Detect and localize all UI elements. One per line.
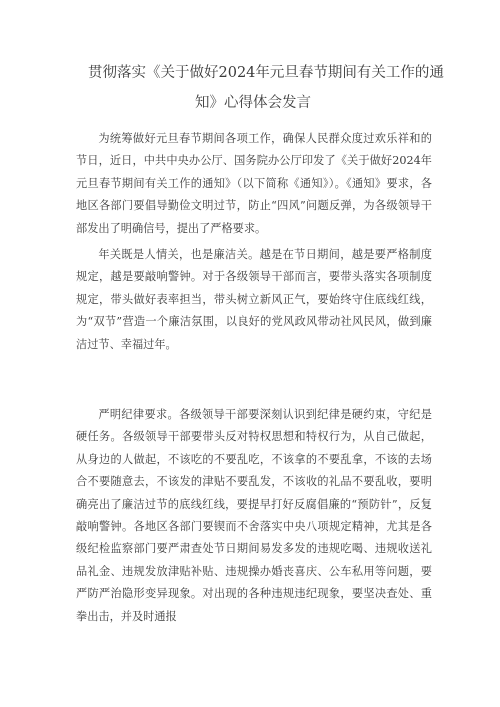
paragraph: 年关既是人情关，也是廉洁关。越是在节日期间，越是要严格制度规定，越是要敲响警钟。对于各级领导干部而言，要带头落实各项制度规定，带头做好表率担当，带头树立新风正气，要始终守住底线红线，为“双节”营造一个廉洁氛围，以良好的党风政风带动社风民风，做到廉洁过节、幸福过年。 [76,248,432,351]
paragraph: 为统筹做好元旦春节期间各项工作，确保人民群众度过欢乐祥和的节日，近日，中共中央办公厅、国务院办公厅印发了《关于做好2024年元旦春节期间有关工作的通知》（以下简称《通知》）。《通知》要求，各地区各部门要倡导勤俭文明过节，防止“四风”问题反弹，为各级领导干部发出了明确信号，提出了严格要求。 [76,132,432,235]
document-title [75,58,444,118]
paragraph-1-block [76,128,432,240]
paragraph: 严明纪律要求。各级领导干部要深刻认识到纪律是硬约束，守纪是硬任务。各级领导干部要带头反对特权思想和特权行为，从自己做起，从身边的人做起，不该吃的不要乱吃，不该拿的不要乱拿，不该的去场合不要随意去，不该发的津贴不要乱发，不该收的礼品不要乱收，要明确亮出了廉洁过节的底线红线，要提早打好反腐倡廉的“预防针”，反复敲响警钟。各地区各部门要锲而不舍落实中央八项规定精神，尤其是各级纪检监察部门要严肃查处节日期间易发多发的违规吃喝、违规收送礼品礼金、违规发放津贴补贴、违规操办婚丧喜庆、公车私用等问题，要严防严治隐形变异现象。对出现的各种违规违纪现象，要坚决查处、重拳出击，并及时通报 [76,408,432,623]
paragraph-2-block [76,244,432,356]
title-line-1: 贯彻落实《关于做好2024年元旦春节期间有关工作的通 [88,65,444,81]
paragraph-3-block [76,404,432,628]
title-line-2: 知》心得体会发言 [195,95,311,111]
